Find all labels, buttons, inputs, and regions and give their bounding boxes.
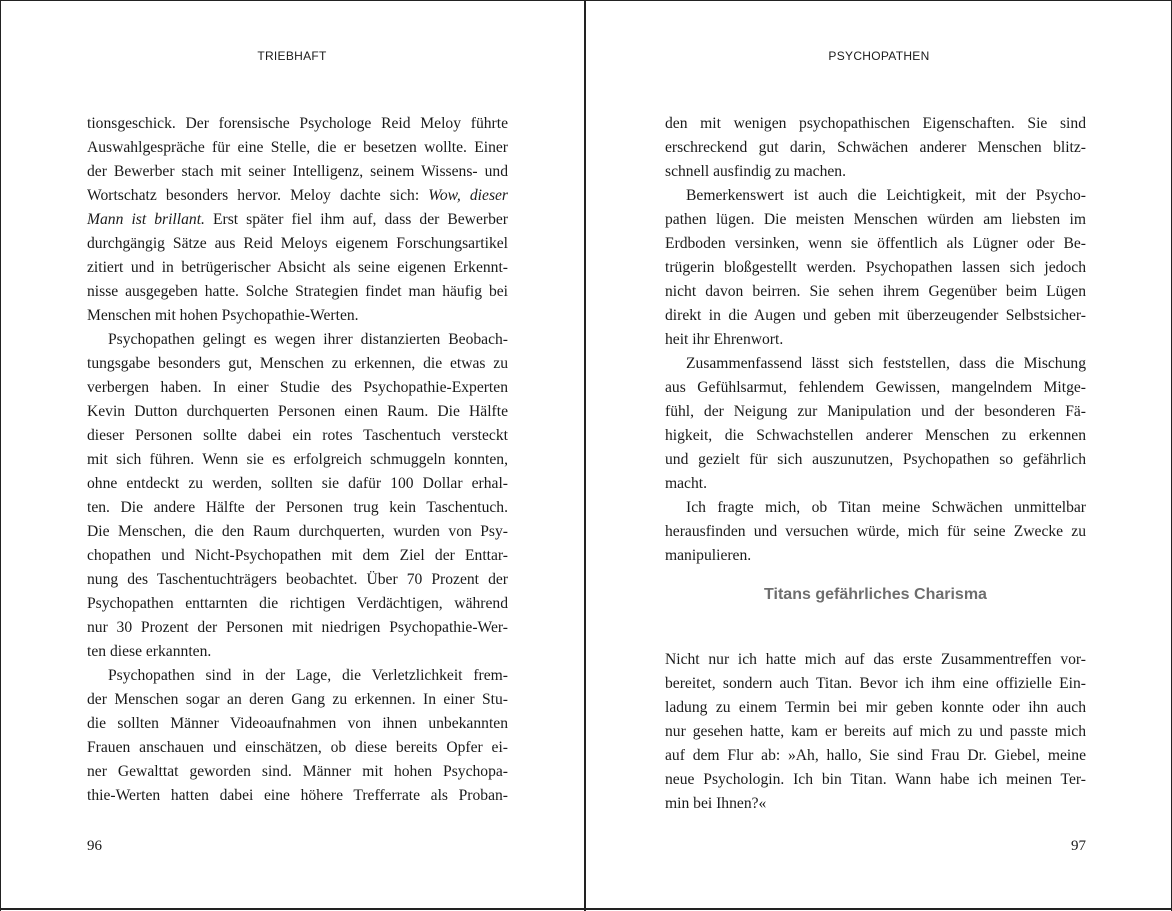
text-line: nisse ausgegeben hatte. Solche Strategien findet man häufig bei — [87, 283, 508, 300]
text-line: higkeit, die Schwachstellen anderer Menschen zu erkennen — [665, 427, 1086, 444]
text-line: die sollten Männer Videoaufnahmen von ihnen unbekannten — [87, 715, 508, 732]
text-line: bereitet, sondern auch Titan. Bevor ich ihm eine offizielle Ein- — [665, 675, 1086, 692]
text-line: dieser Personen sollte dabei ein rotes Taschentuch versteckt — [87, 427, 508, 444]
text-line: den mit wenigen psychopathischen Eigenschaften. Sie sind — [665, 115, 1086, 132]
text-line: nung des Taschentuchträgers beobachtet. Über 70 Prozent der — [87, 571, 508, 588]
text-line: thie-Werten hatten dabei eine höhere Trefferrate als Proban- — [87, 787, 508, 804]
text-line: ten. Die andere Hälfte der Personen trug kein Taschentuch. — [87, 499, 508, 516]
text-line — [87, 208, 508, 232]
text-line — [87, 184, 508, 208]
text-line: heit ihr Ehrenwort. — [665, 331, 784, 348]
text-line: fühl, der Neigung zur Manipulation und der besonderen Fä- — [665, 403, 1086, 420]
text-line: tungsgabe besonders gut, Menschen zu erkennen, die etwas zu — [87, 355, 508, 372]
running-head-right: PSYCHOPATHEN — [828, 49, 930, 63]
text-line: mit sich führen. Wenn sie es erfolgreich schmuggeln konnten, — [87, 451, 508, 468]
text-line: macht. — [665, 475, 707, 492]
text-line: zitiert und in betrügerischer Absicht als seine eigenen Erkennt- — [87, 259, 508, 276]
page-number-right: 97 — [1071, 838, 1086, 854]
text-line: Auswahlgespräche für eine Stelle, die er besetzen wollte. Einer — [87, 139, 508, 156]
text-line: schnell ausfindig zu machen. — [665, 163, 847, 180]
text-line: Bemerkenswert ist auch die Leichtigkeit, mit der Psycho- — [686, 187, 1086, 204]
text-line: Psychopathen sind in der Lage, die Verletzlichkeit frem- — [108, 667, 508, 684]
text-line: tionsgeschick. Der forensische Psychologe Reid Meloy führte — [87, 115, 508, 132]
text-line: trügerin bloßgestellt werden. Psychopathen lassen sich jedoch — [665, 259, 1086, 276]
text-run: Erst später fiel ihm auf, dass der Bewerber — [212, 211, 508, 228]
text-line: manipulieren. — [665, 547, 752, 564]
text-line: ohne entdeckt zu werden, sollten sie dafür 100 Dollar erhal- — [87, 475, 508, 492]
left-text-block — [87, 112, 508, 808]
text-line: Erdboden versinken, wenn sie öffentlich als Lügner oder Be- — [665, 235, 1086, 252]
section-heading: Titans gefährliches Charisma — [764, 586, 987, 603]
right-page — [586, 0, 1172, 911]
text-line: Psychopathen gelingt es wegen ihrer distanzierten Beobach- — [108, 331, 508, 348]
text-line: der Menschen sogar an deren Gang zu erkennen. In einer Stu- — [87, 691, 508, 708]
text-line: Menschen mit hohen Psychopathie-Werten. — [87, 307, 359, 324]
text-line: direkt in die Augen und geben mit überzeugender Selbstsicher- — [665, 307, 1086, 324]
text-line: Nicht nur ich hatte mich auf das erste Zusammentreffen vor- — [665, 651, 1086, 668]
italic-quote: Wow, dieser — [428, 187, 508, 204]
text-run: Wortschatz besonders hervor. Meloy dachte sich: — [87, 187, 420, 204]
text-line: erschreckend gut darin, Schwächen anderer Menschen blitz- — [665, 139, 1086, 156]
text-line: Ich fragte mich, ob Titan meine Schwächen unmittelbar — [686, 499, 1086, 516]
text-line: nur gesehen hatte, kam er bereits auf mich zu und passte mich — [665, 723, 1086, 740]
text-line: Psychopathen enttarnten die richtigen Verdächtigen, während — [87, 595, 508, 612]
text-line: Zusammenfassend lässt sich feststellen, dass die Mischung — [686, 355, 1086, 372]
text-line: ner Gewalttat geworden sind. Männer mit hohen Psychopa- — [87, 763, 508, 780]
running-head-left: TRIEBHAFT — [257, 49, 327, 63]
text-line: durchgängig Sätze aus Reid Meloys eigenem Forschungsartikel — [87, 235, 508, 252]
left-page — [0, 0, 584, 911]
text-line: nur 30 Prozent der Personen mit niedrigen Psychopathie-Wer- — [87, 619, 508, 636]
text-line: neue Psychologin. Ich bin Titan. Wann habe ich meinen Ter- — [665, 771, 1086, 788]
text-line: Die Menschen, die den Raum durchquerten, wurden von Psy- — [87, 523, 508, 540]
right-text-block — [665, 112, 1086, 816]
text-line: und gezielt für sich auszunutzen, Psychopathen so gefährlich — [665, 451, 1086, 468]
text-line: Kevin Dutton durchquerten Personen einen Raum. Die Hälfte — [87, 403, 508, 420]
text-line: verbergen haben. In einer Studie des Psychopathie-Experten — [87, 379, 508, 396]
text-line: min bei Ihnen?« — [665, 795, 767, 812]
section-heading-wrap — [665, 568, 1086, 648]
page-number-left: 96 — [87, 838, 102, 854]
text-line: der Bewerber stach mit seiner Intelligenz, seinem Wissens- und — [87, 163, 508, 180]
text-line: ladung zu einem Termin bei mir geben konnte oder ihn auch — [665, 699, 1086, 716]
text-line: chopathen und Nicht-Psychopathen mit dem Ziel der Enttar- — [87, 547, 508, 564]
text-line: nicht davon beirren. Sie sehen ihrem Gegenüber beim Lügen — [665, 283, 1086, 300]
text-line: auf dem Flur ab: »Ah, hallo, Sie sind Frau Dr. Giebel, meine — [665, 747, 1086, 764]
text-line: ten diese erkannten. — [87, 643, 212, 660]
text-line: aus Gefühlsarmut, fehlendem Gewissen, mangelndem Mitge- — [665, 379, 1086, 396]
text-line: pathen lügen. Die meisten Menschen würden am liebsten im — [665, 211, 1086, 228]
text-line: herausfinden und versuchen würde, mich für seine Zwecke zu — [665, 523, 1086, 540]
text-line: Frauen anschauen und einschätzen, ob diese bereits Opfer ei- — [87, 739, 508, 756]
italic-quote: Mann ist brillant. — [87, 211, 205, 228]
